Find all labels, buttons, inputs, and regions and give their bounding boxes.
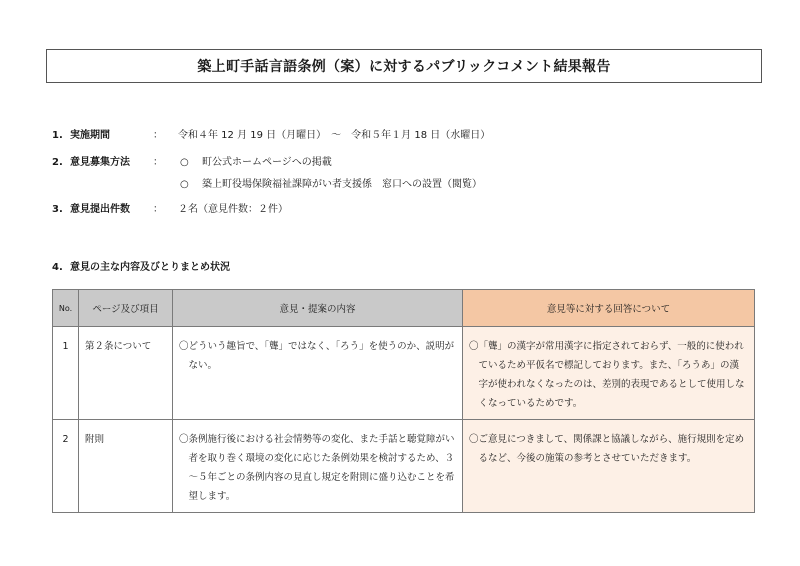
row-response <box>463 420 755 513</box>
count-value: ２名（意見件数：２件） <box>178 204 288 215</box>
page-title: 築上町手話言語条例（案）に対するパブリックコメント結果報告 <box>46 49 762 83</box>
header-response: 意見等に対する回答について <box>463 290 755 327</box>
colon: ： <box>153 157 163 168</box>
section-number: 2. <box>52 157 63 168</box>
method-item: 町公式ホームページへの掲載 <box>202 157 332 168</box>
method-item: 築上町役場保険福祉課障がい者支援係 窓口への設置（閲覧） <box>202 179 482 190</box>
period-value: 令和４年 12 月 19 日（月曜日） ～ 令和５年１月 18 日（水曜日） <box>178 130 491 141</box>
section-label: 意見提出件数 <box>70 204 130 215</box>
section-number: 4. <box>52 262 63 273</box>
row-response <box>463 327 755 420</box>
section-method <box>0 156 800 192</box>
section-number: 1. <box>52 130 63 141</box>
header-opinion: 意見・提案の内容 <box>173 290 463 327</box>
row-number: 1 <box>53 327 79 420</box>
colon: ： <box>153 204 163 215</box>
row-item: 第２条について <box>79 327 173 420</box>
table-header-row <box>53 290 755 327</box>
header-item: ページ及び項目 <box>79 290 173 327</box>
row-opinion <box>173 327 463 420</box>
circle-bullet-icon: ○ <box>180 157 189 168</box>
opinion-text: 〇どういう趣旨で、「聾」ではなく、「ろう」を使うのか、説明がない。 <box>179 341 455 371</box>
section-period <box>0 129 800 143</box>
section-summary <box>0 261 800 275</box>
response-text: 〇ご意見につきまして、関係課と協議しながら、施行規則を定めるなど、今後の施策の参考とさせていただきます。 <box>469 434 745 464</box>
section-count <box>0 203 800 217</box>
section-number: 3. <box>52 204 63 215</box>
section-label: 実施期間 <box>70 130 110 141</box>
results-table <box>52 289 755 513</box>
response-text: 〇「聾」の漢字が常用漢字に指定されておらず、一般的に使われているため平仮名で標記しております。また、「ろうあ」の漢字が使われなくなったのは、差別的表現であるとして使用しなくなっているためです。 <box>469 341 745 409</box>
row-opinion <box>173 420 463 513</box>
opinion-text: 〇条例施行後における社会情勢等の変化、また手話と聴覚障がい者を取り巻く環境の変化に応じた条例効果を検討するため、３～５年ごとの条例内容の見直し規定を附則に盛り込むことを希望します。 <box>179 434 455 502</box>
header-no: No. <box>53 290 79 327</box>
section-label: 意見募集方法 <box>70 157 130 168</box>
section-label: 意見の主な内容及びとりまとめ状況 <box>70 262 230 273</box>
row-number: 2 <box>53 420 79 513</box>
colon: ： <box>153 130 163 141</box>
circle-bullet-icon: ○ <box>180 179 189 190</box>
row-item: 附則 <box>79 420 173 513</box>
table-row <box>53 420 755 513</box>
table-row <box>53 327 755 420</box>
